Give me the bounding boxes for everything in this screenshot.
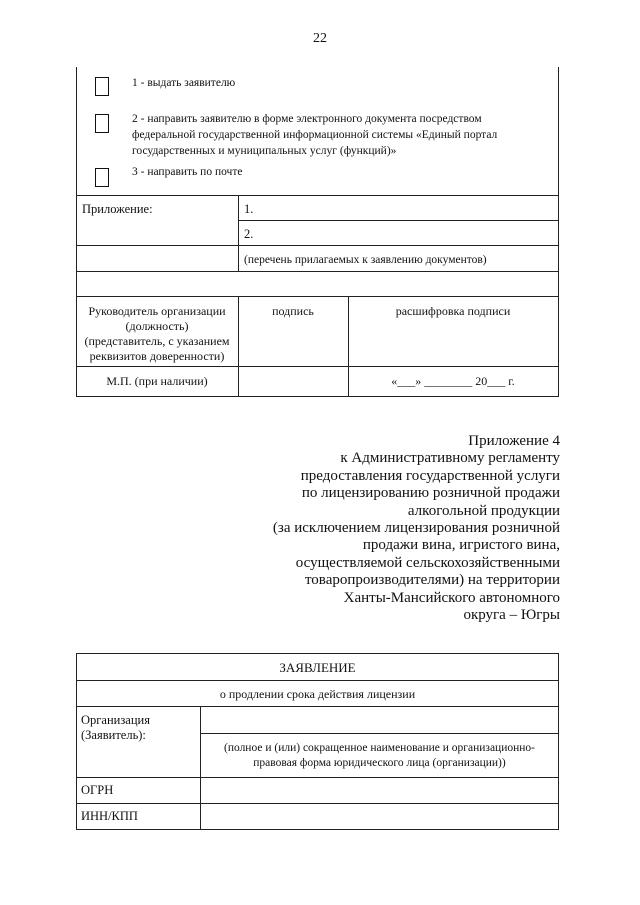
attachment-item-1: 1. [244,202,254,216]
inn-kpp-field[interactable] [201,804,558,829]
form-subtitle: о продлении срока действия лицензии [219,687,416,701]
option-3-label: 3 - направить по почте [132,166,243,178]
attachments-note: (перечень прилагаемых к заявлению документов) [244,254,487,266]
page-number: 22 [313,31,327,46]
application-form-table [76,653,559,830]
option-1-checkbox[interactable] [95,77,109,96]
signatory-position-label: Руководитель организации (должность) (представитель, с указанием реквизитов доверенности) [84,304,230,363]
ogrn-label: ОГРН [81,783,114,797]
option-2-checkbox[interactable] [95,114,109,133]
ogrn-field[interactable] [201,778,558,803]
signature-decode-label: расшифровка подписи [395,304,511,318]
stamp-label: М.П. (при наличии) [106,374,208,388]
option-1-label: 1 - выдать заявителю [132,77,236,89]
attachments-label: Приложение: [82,202,153,216]
appendix-heading: Приложение 4 к Административному регламенту предоставления государственной услуги по лицензированию розничной продажи алкогольной продукции (за исключением лицензирования розничной продажи вина, игристого вина, осуществляемой сельскохозяйственными товаропроизводителями) на территории Ханты-Мансийского автономного округа – Югры [272,433,560,624]
inn-kpp-label: ИНН/КПП [81,809,138,823]
organization-hint: (полное и (или) сокращенное наименование и организационно- правовая форма юридического лица (организации)) [223,742,535,769]
organization-label: Организация (Заявитель): [81,713,150,742]
option-2-label: 2 - направить заявителю в форме электронного документа посредством федеральной государственной информационной системы «Единый портал государственных и муниципальных услуг (функций)» [132,113,498,157]
option-3-checkbox[interactable] [95,168,109,187]
signature-label: подпись [272,304,314,318]
form-title: ЗАЯВЛЕНИЕ [279,660,356,675]
date-field[interactable]: «___» ________ 20___ г. [391,374,515,388]
attachment-item-2: 2. [244,227,254,241]
organization-name-field[interactable] [201,707,558,733]
delivery-and-signature-table [76,67,559,397]
